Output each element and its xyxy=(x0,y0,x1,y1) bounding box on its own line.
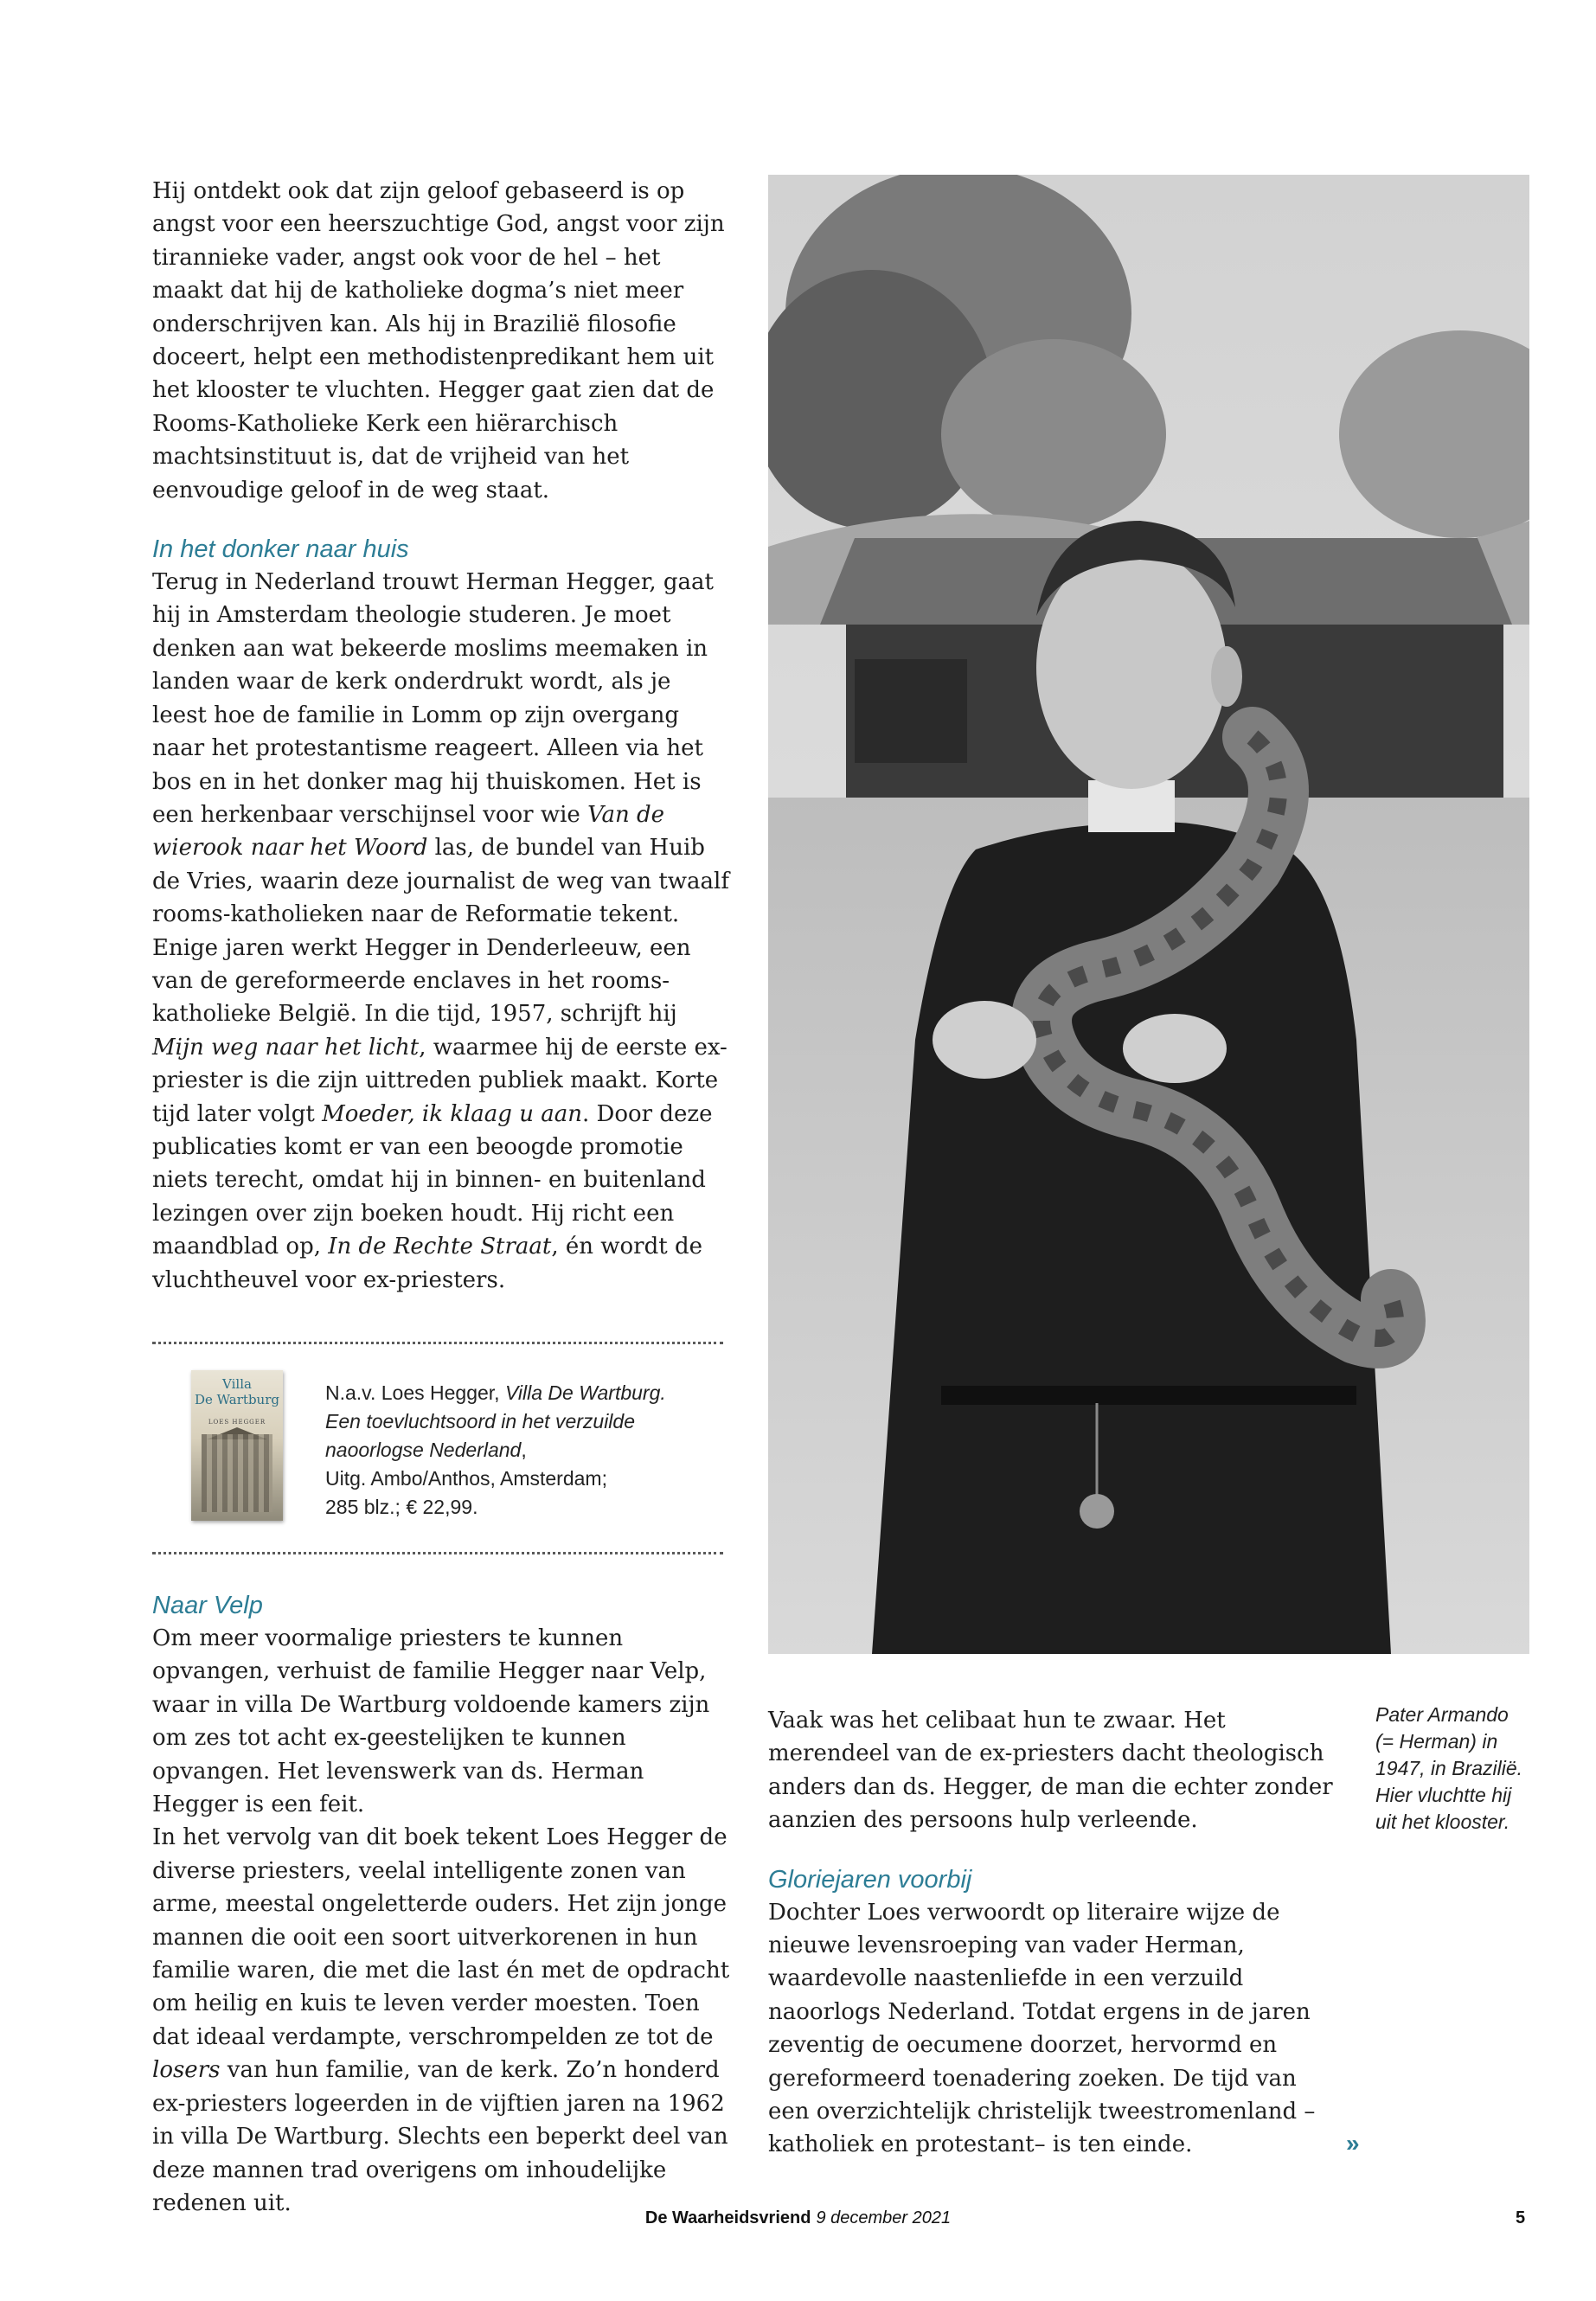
page-number: 5 xyxy=(1516,2208,1526,2227)
section1-paragraph-2: Enige jaren werkt Hegger in Denderleeuw, een van de gereformeerde enclaves in het rooms-katholieke België. In die tijd, 1957, schrijft hij Mijn weg naar het licht, waarmee hij de eerste ex-priester is die zijn uittreden publiek maakt. Korte tijd later volgt Moeder, ik klaag u aan. Door deze publicaties komt er van een beoogde promotie niets terecht, omdat hij in binnen- en buitenland lezingen over zijn boeken houdt. Hij richt een maandblad op, In de Rechte Straat, én wordt de vluchtheuvel voor ex-priesters. xyxy=(152,934,727,1293)
publication-date: 9 december 2021 xyxy=(816,2208,952,2227)
historical-photo xyxy=(768,175,1529,1654)
section-heading-velp: Naar Velp xyxy=(152,1592,263,1619)
photo-illustration xyxy=(768,175,1529,1654)
right-column xyxy=(768,1704,1339,2162)
section3-paragraph-1: Dochter Loes verwoordt op literaire wijze de nieuwe levensroeping van vader Herman, waardevolle naastenliefde in een verzuild naoorlogs Nederland. Totdat ergens in de jaren zeventig de oecumene doorzet, hervormd en gereformeerd toenadering zoeken. De tijd van een overzichtelijk christelijk tweestromenland – katholiek en protestant– is ten einde. xyxy=(768,1899,1316,2158)
section2-paragraph-2: In het vervolg van dit boek tekent Loes Hegger de diverse priesters, veelal intelligente zonen van arme, meestal ongeletterde ouders. Het zijn jonge mannen die ooit een soort uitverkorenen in hun familie waren, die met die last én met de opdracht om heilig en kuis te leven verder moesten. Toen dat ideaal verdampte, verschrompelden ze tot de losers van hun familie, van de kerk. Zo’n honderd ex-priesters logeerden in de vijftien jaren na 1962 in villa De Wartburg. Slechts een beperkt deel van deze mannen trad overigens om inhoudelijke redenen uit. xyxy=(152,1824,730,2216)
left-column xyxy=(152,175,730,2220)
book-info-box xyxy=(152,1344,730,1552)
right-paragraph-1: Vaak was het celibaat hun te zwaar. Het merendeel van de ex-priesters dacht theologisch anders dan ds. Hegger, de man die echter zonder aanzien des persoons hulp verleende. xyxy=(768,1708,1333,1834)
book-reference: N.a.v. Loes Hegger, Villa De Wartburg. Een toevluchtsoord in het verzuilde naoorlogse Nederland, Uitg. Ambo/Anthos, Amsterdam; 285 blz.; € 22,99. xyxy=(325,1381,666,1518)
book-cover-image: Villa De Wartburg LOES HEGGER xyxy=(191,1370,283,1521)
intro-paragraph: Hij ontdekt ook dat zijn geloof gebaseerd is op angst voor een heerszuchtige God, angst voor zijn tirannieke vader, angst ook voor de hel – het maakt dat hij de katholieke dogma’s niet meer onderschrijven kan. Als hij in Brazilië filosofie doceert, helpt een methodistenpredikant hem uit het klooster te vluchten. Hegger gaat zien dat de Rooms-Katholieke Kerk een hiërarchisch machtsinstituut is, dat de vrijheid van het eenvoudige geloof in de weg staat. xyxy=(152,178,725,503)
page-footer xyxy=(0,2208,1596,2228)
section2-paragraph-1: Om meer voormalige priesters te kunnen opvangen, verhuist de familie Hegger naar Velp, waar in villa De Wartburg voldoende kamers zijn om zes tot acht ex-geestelijken te kunnen opvangen. Het levenswerk van ds. Herman Hegger is een feit. xyxy=(152,1625,710,1818)
section-heading-gloriejaren: Gloriejaren voorbij xyxy=(768,1865,972,1894)
publication-name: De Waarheidsvriend xyxy=(644,2208,811,2227)
photo-caption: Pater Armando (= Herman) in 1947, in Brazilië. Hier vluchtte hij uit het klooster. xyxy=(1375,1703,1523,1833)
section1-paragraph-1: Terug in Nederland trouwt Herman Hegger, gaat hij in Amsterdam theologie studeren. Je moet denken aan wat bekeerde moslims meemaken in landen waar de kerk onderdrukt wordt, als je leest hoe de familie in Lomm op zijn overgang naar het protestantisme reageert. Alleen via het bos en in het donker mag hij thuiskomen. Het is een herkenbaar verschijnsel voor wie Van de wierook naar het Woord las, de bundel van Huib de Vries, waarin deze journalist de weg van twaalf rooms-katholieken naar de Reformatie tekent. xyxy=(152,569,729,928)
continue-arrow-icon: » xyxy=(1346,2130,1360,2157)
section-heading-donker: In het donker naar huis xyxy=(152,535,409,564)
